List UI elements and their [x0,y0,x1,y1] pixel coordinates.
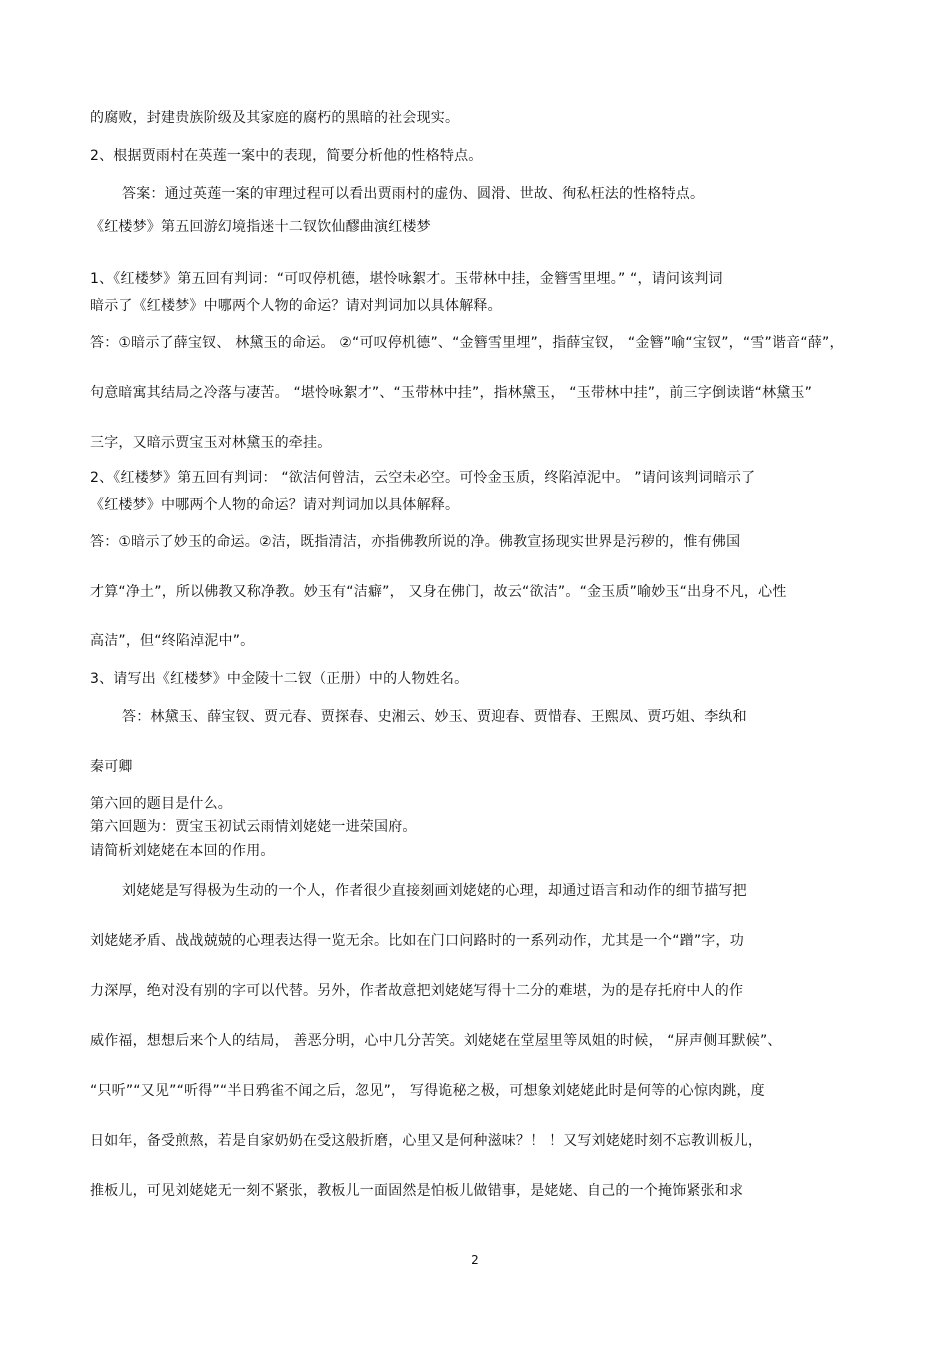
question-line: 请简析刘姥姥在本回的作用。 [90,843,275,859]
paragraph-line: 日如年，备受煎熬，若是自家奶奶在受这般折磨，心里又是何种滋味？！ ！又写刘姥姥时刻不忘教训板儿， [90,1133,763,1149]
question-line: 1、《红楼梦》第五回有判词：“可叹停机德，堪怜咏絮才。玉带林中挂，金簪雪里埋。” “，请问该判词 [90,271,723,287]
answer-line: 秦可卿 [90,759,133,775]
answer-line: 答：①暗示了妙玉的命运。②洁，既指清洁，亦指佛教所说的净。佛教宣扬现实世界是污秽的，惟有佛国 [90,534,741,550]
answer-line: 才算“净土”，所以佛教又称净教。妙玉有“洁癖”， 又身在佛门，故云“欲洁”。“金玉质”喻妙玉“出身不凡，心性 [90,584,787,600]
answer-line: 三字，又暗示贾宝玉对林黛玉的牵挂。 [90,435,332,451]
answer-line: 第六回题为：贾宝玉初试云雨情刘姥姥一进荣国府。 [90,819,417,835]
question-line: 3、请写出《红楼梦》中金陵十二钗（正册）中的人物姓名。 [90,671,469,687]
question-line: 第六回的题目是什么。 [90,796,232,812]
paragraph-line: 刘姥姥是写得极为生动的一个人，作者很少直接刻画刘姥姥的心理，却通过语言和动作的细节描写把 [122,883,747,899]
question-line: 《红楼梦》中哪两个人物的命运？请对判词加以具体解释。 [90,497,460,513]
page-number: 2 [471,1253,479,1267]
answer-line: 高洁”，但“终陷淖泥中”。 [90,633,255,649]
paragraph-line: 推板儿，可见刘姥姥无一刻不紧张，教板儿一面固然是怕板儿做错事，是姥姥、自己的一个掩饰紧张和求 [90,1183,744,1199]
text-line: 的腐败，封建贵族阶级及其家庭的腐朽的黑暗的社会现实。 [90,110,460,126]
answer-line: 答：林黛玉、薛宝钗、贾元春、贾探春、史湘云、妙玉、贾迎春、贾惜春、王熙凤、贾巧姐、李纨和 [122,709,747,725]
paragraph-line: 力深厚，绝对没有别的字可以代替。另外，作者故意把刘姥姥写得十二分的难堪，为的是存托府中人的作 [90,983,744,999]
answer-line: 句意暗寓其结局之冷落与凄苦。 “堪怜咏絮才”、“玉带林中挂”，指林黛玉， “玉带林中挂”，前三字倒读谐“林黛玉” [90,385,813,401]
question-line: 2、根据贾雨村在英莲一案中的表现，简要分析他的性格特点。 [90,148,483,164]
question-line: 2、《红楼梦》第五回有判词： “欲洁何曾洁，云空未必空。可怜金玉质，终陷淖泥中。 ”请问该判词暗示了 [90,470,756,486]
question-line: 暗示了《红楼梦》中哪两个人物的命运？请对判词加以具体解释。 [90,298,502,314]
answer-line: 答案：通过英莲一案的审理过程可以看出贾雨村的虚伪、圆滑、世故、徇私枉法的性格特点。 [122,186,705,202]
section-heading: 《红楼梦》第五回游幻境指迷十二钗饮仙醪曲演红楼梦 [90,219,431,235]
paragraph-line: 威作福，想想后来个人的结局， 善恶分明，心中几分苦笑。刘姥姥在堂屋里等凤姐的时候， “屏声侧耳默候”、 [90,1033,782,1049]
paragraph-line: 刘姥姥矛盾、战战兢兢的心理表达得一览无余。比如在门口问路时的一系列动作，尤其是一个“蹭”字，功 [90,933,744,949]
paragraph-line: “只听”“又见”“听得”“半日鸦雀不闻之后，忽见”， 写得诡秘之极，可想象刘姥姥此时是何等的心惊肉跳，度 [90,1083,765,1099]
answer-line: 答：①暗示了薛宝钗、 林黛玉的命运。 ②“可叹停机德”、“金簪雪里埋”，指薛宝钗， “金簪”喻“宝钗”，“雪”谐音“薛”， [90,335,844,351]
